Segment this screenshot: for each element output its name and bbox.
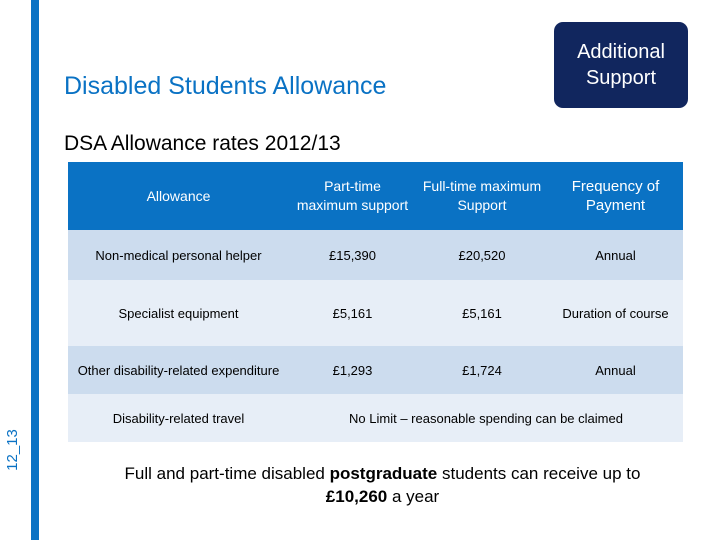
footer-text-3: a year <box>387 487 440 506</box>
row-frequency: Annual <box>595 362 636 378</box>
header-allowance: Allowance <box>146 187 211 204</box>
section-subtitle: DSA Allowance rates 2012/13 <box>64 132 341 155</box>
slide-code: 12_13 <box>4 429 21 471</box>
page-title: Disabled Students Allowance <box>64 72 387 100</box>
row-allowance: Other disability-related expenditure <box>77 362 280 378</box>
row-part-time: £15,390 <box>329 247 376 263</box>
row-frequency: Annual <box>595 247 636 263</box>
row-merged-note: No Limit – reasonable spending can be claimed <box>349 410 623 426</box>
table-header-row <box>68 162 683 230</box>
additional-support-label: Additional Support <box>577 41 665 89</box>
header-full-time: Full-time maximum Support <box>422 178 542 213</box>
row-full-time: £5,161 <box>462 305 502 321</box>
row-part-time: £1,293 <box>332 362 373 378</box>
table-row <box>68 346 683 394</box>
row-frequency: Duration of course <box>562 305 669 321</box>
row-part-time: £5,161 <box>332 305 373 321</box>
table-row <box>68 394 683 442</box>
additional-support-button[interactable] <box>554 22 688 108</box>
row-full-time: £1,724 <box>462 362 502 378</box>
table-row <box>68 230 683 280</box>
footer-note <box>90 462 675 508</box>
header-part-time: Part-time maximum support <box>296 178 409 213</box>
footer-text-1: Full and part-time disabled <box>124 464 330 483</box>
row-allowance: Specialist equipment <box>118 305 239 321</box>
row-allowance: Disability-related travel <box>112 410 245 426</box>
table-row <box>68 280 683 346</box>
footer-bold-2: £10,260 <box>325 487 388 506</box>
left-accent-bar <box>31 0 39 540</box>
header-frequency: Frequency of Payment <box>571 178 660 214</box>
row-full-time: £20,520 <box>458 247 506 263</box>
footer-bold-1: postgraduate <box>329 464 438 483</box>
row-allowance: Non-medical personal helper <box>95 247 262 263</box>
footer-text-2: students can receive up to <box>437 464 641 483</box>
